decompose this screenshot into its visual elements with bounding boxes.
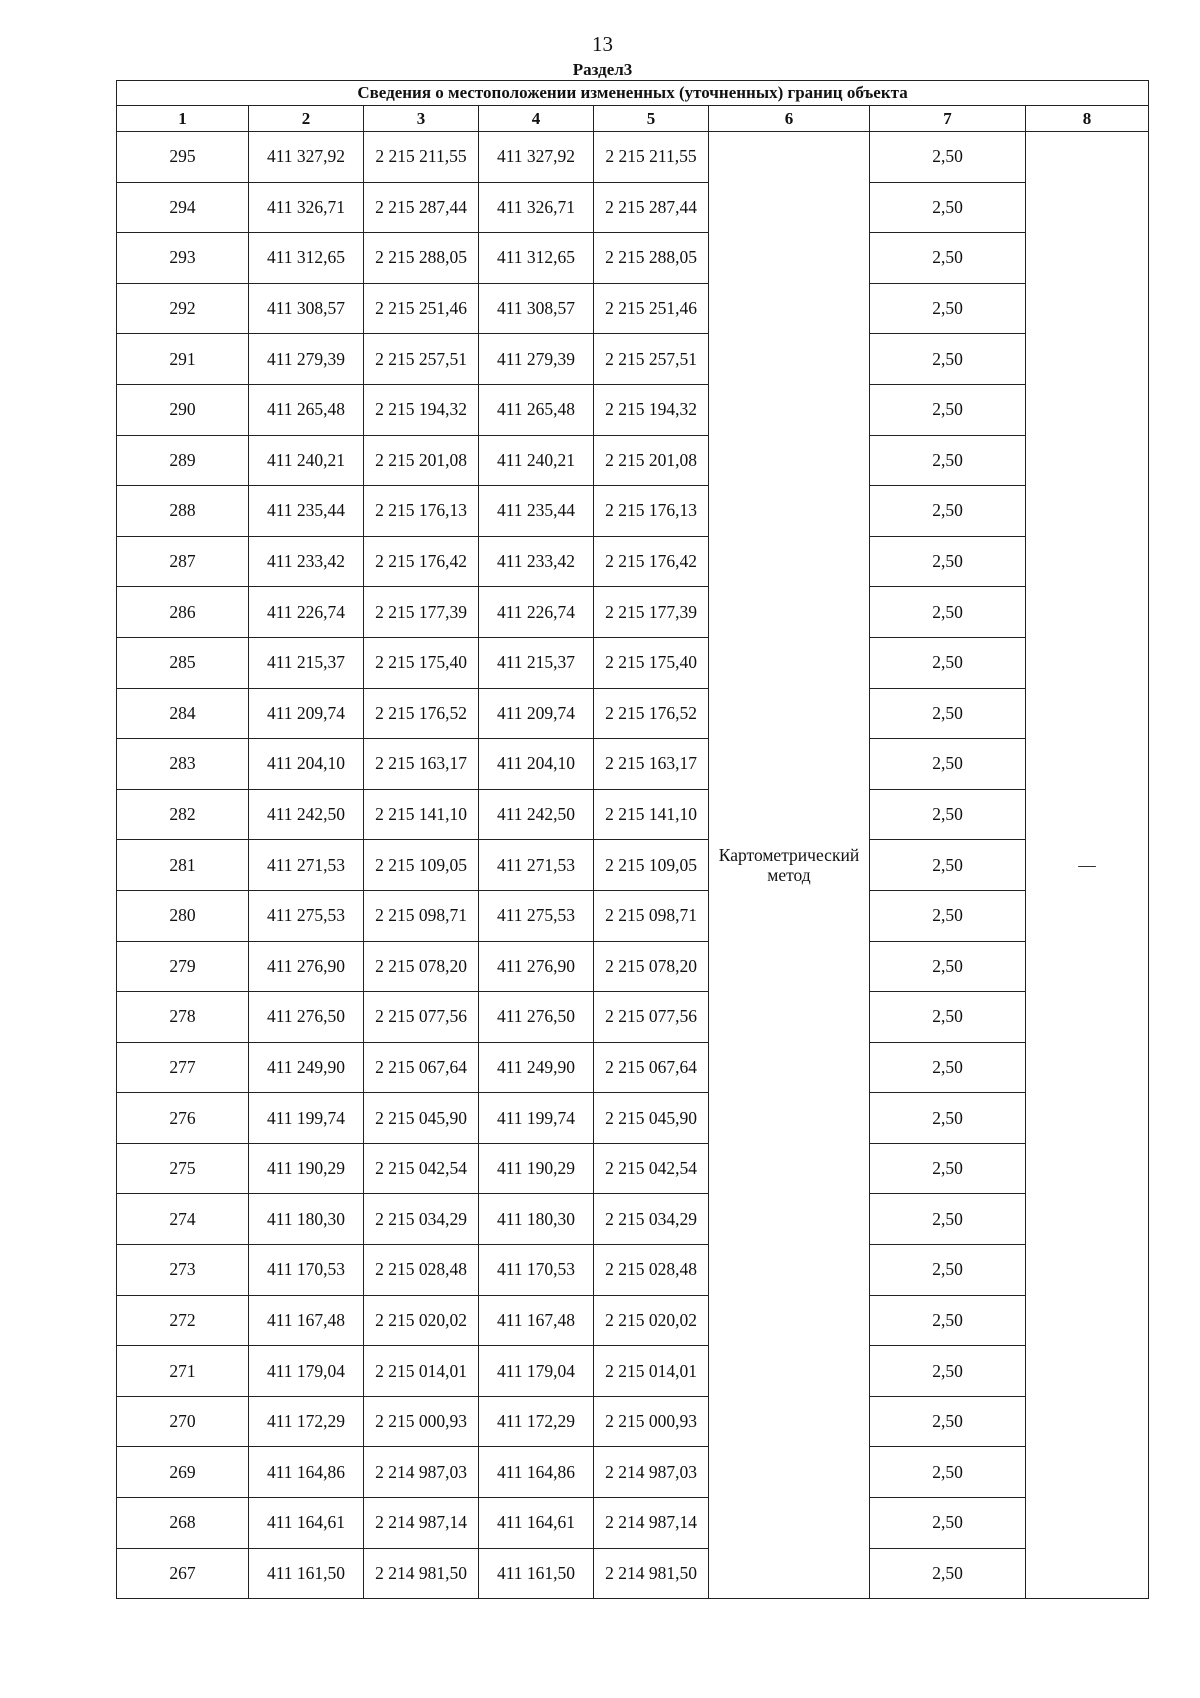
coord-x-cell: 411 164,61 [249,1498,364,1549]
point-number-cell: 285 [117,637,249,688]
new-coord-y-cell: 2 215 257,51 [594,334,709,385]
new-coord-x-cell: 411 190,29 [479,1143,594,1194]
table-row [117,384,1149,435]
new-coord-x-cell: 411 233,42 [479,536,594,587]
new-coord-x-cell: 411 180,30 [479,1194,594,1245]
coord-x-cell: 411 249,90 [249,1042,364,1093]
table-row [117,334,1149,385]
new-coord-y-cell: 2 215 175,40 [594,637,709,688]
accuracy-cell: 2,50 [870,992,1026,1043]
accuracy-cell: 2,50 [870,1245,1026,1296]
point-number-cell: 287 [117,536,249,587]
table-row [117,1498,1149,1549]
point-number-cell: 275 [117,1143,249,1194]
point-number-cell: 279 [117,941,249,992]
coord-y-cell: 2 215 201,08 [364,435,479,486]
coord-x-cell: 411 204,10 [249,739,364,790]
accuracy-cell: 2,50 [870,587,1026,638]
coord-y-cell: 2 215 000,93 [364,1396,479,1447]
new-coord-y-cell: 2 215 176,42 [594,536,709,587]
new-coord-y-cell: 2 215 163,17 [594,739,709,790]
accuracy-cell: 2,50 [870,384,1026,435]
point-number-cell: 283 [117,739,249,790]
accuracy-cell: 2,50 [870,536,1026,587]
new-coord-x-cell: 411 242,50 [479,789,594,840]
column-number: 5 [594,106,709,132]
new-coord-y-cell: 2 215 194,32 [594,384,709,435]
table-row [117,283,1149,334]
new-coord-y-cell: 2 214 987,03 [594,1447,709,1498]
table-row [117,890,1149,941]
point-number-cell: 269 [117,1447,249,1498]
page-number: 13 [592,32,613,56]
coord-y-cell: 2 215 211,55 [364,132,479,183]
section-title: Раздел3 [572,60,633,79]
coord-x-cell: 411 235,44 [249,486,364,537]
accuracy-cell: 2,50 [870,233,1026,284]
new-coord-y-cell: 2 215 288,05 [594,233,709,284]
coord-x-cell: 411 308,57 [249,283,364,334]
new-coord-y-cell: 2 215 141,10 [594,789,709,840]
column-number: 7 [870,106,1026,132]
coord-y-cell: 2 215 251,46 [364,283,479,334]
new-coord-y-cell: 2 215 211,55 [594,132,709,183]
point-number-cell: 271 [117,1346,249,1397]
column-number: 2 [249,106,364,132]
coordinates-table [116,80,1149,1599]
table-row [117,739,1149,790]
point-number-cell: 293 [117,233,249,284]
accuracy-cell: 2,50 [870,789,1026,840]
point-number-cell: 277 [117,1042,249,1093]
new-coord-y-cell: 2 215 251,46 [594,283,709,334]
table-row [117,1143,1149,1194]
accuracy-cell: 2,50 [870,1042,1026,1093]
column-number-row [117,106,1149,132]
new-coord-x-cell: 411 172,29 [479,1396,594,1447]
coord-y-cell: 2 215 020,02 [364,1295,479,1346]
coord-y-cell: 2 215 109,05 [364,840,479,891]
new-coord-y-cell: 2 215 042,54 [594,1143,709,1194]
table-row [117,637,1149,688]
new-coord-y-cell: 2 215 077,56 [594,992,709,1043]
accuracy-cell: 2,50 [870,1396,1026,1447]
new-coord-x-cell: 411 249,90 [479,1042,594,1093]
column-number: 6 [709,106,870,132]
point-number-cell: 268 [117,1498,249,1549]
new-coord-x-cell: 411 226,74 [479,587,594,638]
new-coord-y-cell: 2 215 078,20 [594,941,709,992]
accuracy-cell: 2,50 [870,890,1026,941]
column-number: 3 [364,106,479,132]
point-number-cell: 272 [117,1295,249,1346]
new-coord-y-cell: 2 215 034,29 [594,1194,709,1245]
coord-y-cell: 2 215 028,48 [364,1245,479,1296]
point-number-cell: 290 [117,384,249,435]
new-coord-x-cell: 411 275,53 [479,890,594,941]
column-number: 4 [479,106,594,132]
new-coord-x-cell: 411 276,50 [479,992,594,1043]
new-coord-x-cell: 411 279,39 [479,334,594,385]
coord-y-cell: 2 215 176,42 [364,536,479,587]
new-coord-x-cell: 411 271,53 [479,840,594,891]
point-number-cell: 291 [117,334,249,385]
point-number-cell: 273 [117,1245,249,1296]
new-coord-x-cell: 411 308,57 [479,283,594,334]
new-coord-x-cell: 411 235,44 [479,486,594,537]
accuracy-cell: 2,50 [870,1194,1026,1245]
new-coord-y-cell: 2 215 176,52 [594,688,709,739]
coord-x-cell: 411 233,42 [249,536,364,587]
coord-y-cell: 2 215 098,71 [364,890,479,941]
coord-y-cell: 2 215 163,17 [364,739,479,790]
coord-y-cell: 2 215 175,40 [364,637,479,688]
new-coord-x-cell: 411 164,61 [479,1498,594,1549]
table-row [117,587,1149,638]
new-coord-y-cell: 2 215 098,71 [594,890,709,941]
point-number-cell: 276 [117,1093,249,1144]
point-number-cell: 292 [117,283,249,334]
coord-x-cell: 411 209,74 [249,688,364,739]
accuracy-cell: 2,50 [870,1093,1026,1144]
table-row [117,1396,1149,1447]
new-coord-y-cell: 2 215 000,93 [594,1396,709,1447]
coord-x-cell: 411 172,29 [249,1396,364,1447]
new-coord-y-cell: 2 215 109,05 [594,840,709,891]
accuracy-cell: 2,50 [870,1143,1026,1194]
accuracy-cell: 2,50 [870,283,1026,334]
coord-x-cell: 411 167,48 [249,1295,364,1346]
accuracy-cell: 2,50 [870,637,1026,688]
new-coord-y-cell: 2 215 067,64 [594,1042,709,1093]
new-coord-y-cell: 2 215 176,13 [594,486,709,537]
point-number-cell: 289 [117,435,249,486]
accuracy-cell: 2,50 [870,486,1026,537]
table-body [117,132,1149,1599]
coord-x-cell: 411 240,21 [249,435,364,486]
coord-x-cell: 411 226,74 [249,587,364,638]
coord-y-cell: 2 215 067,64 [364,1042,479,1093]
new-coord-x-cell: 411 240,21 [479,435,594,486]
accuracy-cell: 2,50 [870,739,1026,790]
point-number-cell: 282 [117,789,249,840]
table-row [117,1548,1149,1599]
new-coord-x-cell: 411 265,48 [479,384,594,435]
point-number-cell: 281 [117,840,249,891]
coord-x-cell: 411 180,30 [249,1194,364,1245]
coord-y-cell: 2 215 077,56 [364,992,479,1043]
coord-y-cell: 2 215 177,39 [364,587,479,638]
coord-x-cell: 411 179,04 [249,1346,364,1397]
table-row [117,840,1149,891]
coord-y-cell: 2 215 042,54 [364,1143,479,1194]
coord-y-cell: 2 215 288,05 [364,233,479,284]
point-number-cell: 288 [117,486,249,537]
table-row [117,1093,1149,1144]
new-coord-x-cell: 411 215,37 [479,637,594,688]
accuracy-cell: 2,50 [870,1295,1026,1346]
point-number-cell: 274 [117,1194,249,1245]
coord-x-cell: 411 327,92 [249,132,364,183]
coord-y-cell: 2 214 987,14 [364,1498,479,1549]
table-row [117,1042,1149,1093]
coord-y-cell: 2 215 034,29 [364,1194,479,1245]
coord-x-cell: 411 190,29 [249,1143,364,1194]
new-coord-x-cell: 411 276,90 [479,941,594,992]
new-coord-y-cell: 2 215 014,01 [594,1346,709,1397]
new-coord-y-cell: 2 215 020,02 [594,1295,709,1346]
point-number-cell: 280 [117,890,249,941]
coord-y-cell: 2 214 987,03 [364,1447,479,1498]
coord-y-cell: 2 215 287,44 [364,182,479,233]
coord-y-cell: 2 215 176,52 [364,688,479,739]
column-number: 8 [1026,106,1149,132]
accuracy-cell: 2,50 [870,688,1026,739]
coord-x-cell: 411 215,37 [249,637,364,688]
accuracy-cell: 2,50 [870,941,1026,992]
coord-y-cell: 2 214 981,50 [364,1548,479,1599]
point-number-cell: 294 [117,182,249,233]
table-row [117,182,1149,233]
accuracy-cell: 2,50 [870,1498,1026,1549]
table-caption: Сведения о местоположении измененных (уточненных) границ объекта [117,81,1149,106]
new-coord-x-cell: 411 326,71 [479,182,594,233]
new-coord-y-cell: 2 215 201,08 [594,435,709,486]
coord-x-cell: 411 276,90 [249,941,364,992]
point-number-cell: 286 [117,587,249,638]
table-row [117,486,1149,537]
coord-y-cell: 2 215 194,32 [364,384,479,435]
coord-x-cell: 411 161,50 [249,1548,364,1599]
coord-x-cell: 411 326,71 [249,182,364,233]
new-coord-y-cell: 2 214 981,50 [594,1548,709,1599]
table-row [117,1194,1149,1245]
accuracy-cell: 2,50 [870,1346,1026,1397]
table-row [117,1346,1149,1397]
table-row [117,435,1149,486]
accuracy-cell: 2,50 [870,840,1026,891]
new-coord-y-cell: 2 214 987,14 [594,1498,709,1549]
point-number-cell: 295 [117,132,249,183]
coord-x-cell: 411 199,74 [249,1093,364,1144]
accuracy-cell: 2,50 [870,182,1026,233]
coord-x-cell: 411 312,65 [249,233,364,284]
new-coord-x-cell: 411 164,86 [479,1447,594,1498]
table-row [117,941,1149,992]
coord-y-cell: 2 215 141,10 [364,789,479,840]
new-coord-x-cell: 411 179,04 [479,1346,594,1397]
method-cell: Картометрический метод [709,132,870,1599]
coord-y-cell: 2 215 014,01 [364,1346,479,1397]
new-coord-x-cell: 411 167,48 [479,1295,594,1346]
coord-x-cell: 411 170,53 [249,1245,364,1296]
table-row [117,789,1149,840]
coord-x-cell: 411 242,50 [249,789,364,840]
new-coord-x-cell: 411 204,10 [479,739,594,790]
coord-x-cell: 411 276,50 [249,992,364,1043]
new-coord-y-cell: 2 215 177,39 [594,587,709,638]
coord-y-cell: 2 215 176,13 [364,486,479,537]
table-row [117,1295,1149,1346]
accuracy-cell: 2,50 [870,1548,1026,1599]
accuracy-cell: 2,50 [870,435,1026,486]
table-row [117,1245,1149,1296]
coord-x-cell: 411 164,86 [249,1447,364,1498]
new-coord-x-cell: 411 209,74 [479,688,594,739]
point-number-cell: 278 [117,992,249,1043]
accuracy-cell: 2,50 [870,1447,1026,1498]
new-coord-x-cell: 411 199,74 [479,1093,594,1144]
accuracy-cell: 2,50 [870,334,1026,385]
point-number-cell: 270 [117,1396,249,1447]
new-coord-x-cell: 411 327,92 [479,132,594,183]
new-coord-y-cell: 2 215 028,48 [594,1245,709,1296]
table-row [117,1447,1149,1498]
table-row [117,688,1149,739]
point-number-cell: 284 [117,688,249,739]
new-coord-y-cell: 2 215 287,44 [594,182,709,233]
coord-x-cell: 411 275,53 [249,890,364,941]
new-coord-x-cell: 411 170,53 [479,1245,594,1296]
note-cell: — [1026,132,1149,1599]
table-row [117,536,1149,587]
coord-y-cell: 2 215 078,20 [364,941,479,992]
new-coord-y-cell: 2 215 045,90 [594,1093,709,1144]
table-row [117,132,1149,183]
table-row [117,992,1149,1043]
coord-y-cell: 2 215 045,90 [364,1093,479,1144]
coord-x-cell: 411 279,39 [249,334,364,385]
point-number-cell: 267 [117,1548,249,1599]
table-row [117,233,1149,284]
column-number: 1 [117,106,249,132]
coord-x-cell: 411 271,53 [249,840,364,891]
coord-x-cell: 411 265,48 [249,384,364,435]
accuracy-cell: 2,50 [870,132,1026,183]
coord-y-cell: 2 215 257,51 [364,334,479,385]
new-coord-x-cell: 411 312,65 [479,233,594,284]
new-coord-x-cell: 411 161,50 [479,1548,594,1599]
